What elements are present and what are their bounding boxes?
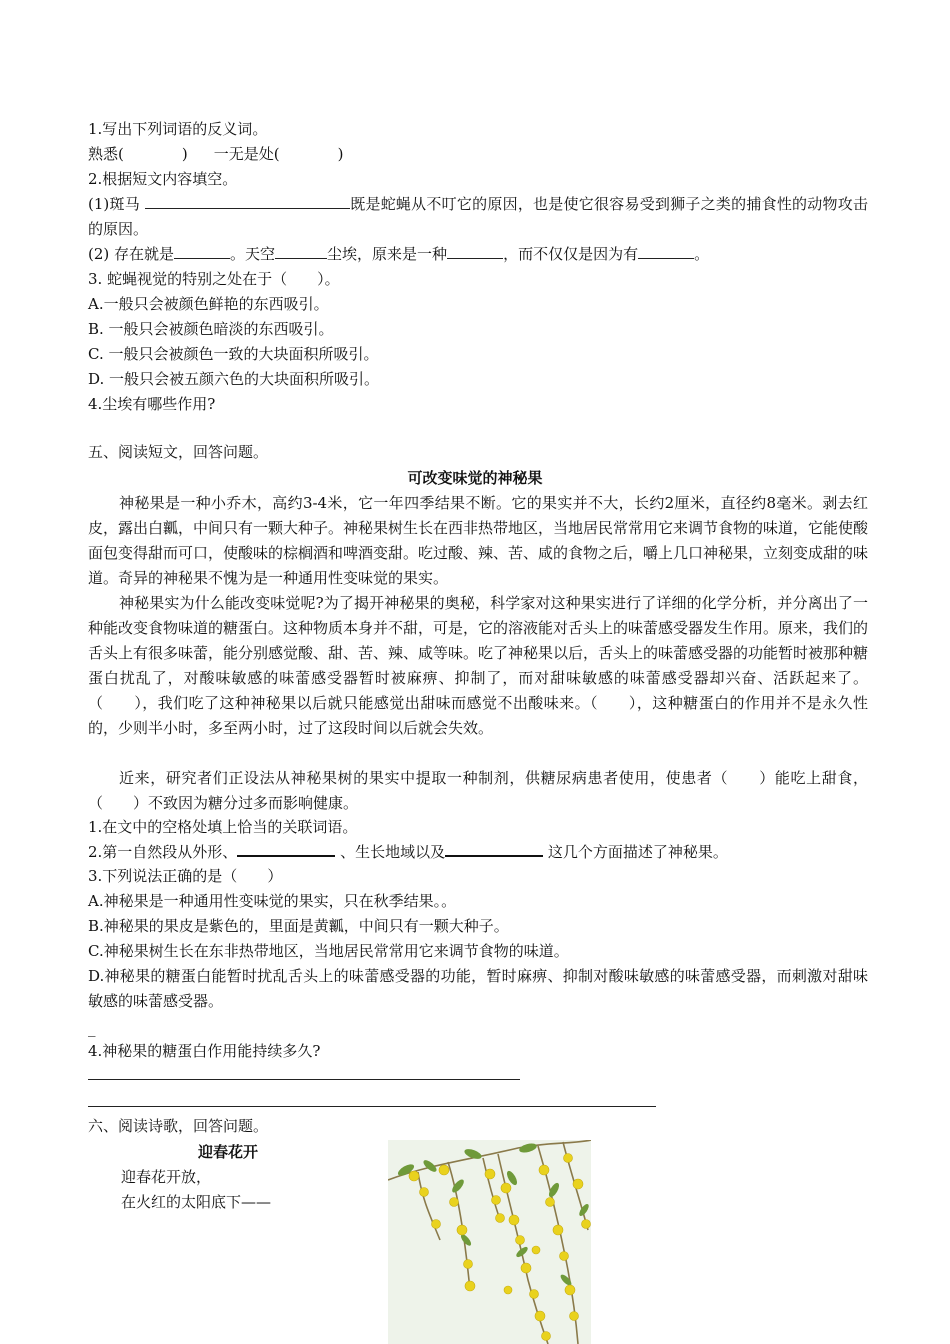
fill-blank[interactable]	[447, 243, 503, 259]
fill-blank[interactable]	[237, 840, 335, 857]
fill-blank[interactable]	[145, 193, 350, 209]
q4-1-prompt: 1.写出下列词语的反义词。	[88, 120, 268, 138]
stray-mark: _	[88, 1019, 96, 1037]
fill-blank[interactable]	[174, 243, 230, 259]
q5-3-prompt: 3.下列说法正确的是（ ）	[88, 867, 283, 885]
answer-line[interactable]	[88, 1079, 520, 1080]
q5-2-prompt: 2.第一自然段从外形、 、生长地域以及 这几个方面描述了神秘果。	[88, 840, 868, 865]
q5-3-option-b[interactable]: B.神秘果的果皮是紫色的，里面是黄瓤，中间只有一颗大种子。	[88, 917, 509, 935]
passage-paragraph-1: 神秘果是一种小乔木，高约3-4米，它一年四季结果不断。它的果实并不大，长约2厘米，直径约8毫米。剥去红皮，露出白瓤，中间只有一颗大种子。神秘果树生长在西非热带地区，当地居民常常用它来调节食物的味道，它能使酸面包变得甜而可口，使酸味的棕榈酒和啤酒变甜。吃过酸、辣、苦、咸的食物之后，嚼上几口神秘果，立刻变成甜的味道。奇异的神秘果不愧为是一种通用性变味觉的果实。	[88, 494, 869, 587]
forsythia-illustration	[388, 1140, 591, 1344]
fill-blank[interactable]	[638, 243, 694, 259]
poem-line-1: 迎春花开放，	[121, 1168, 212, 1186]
antonym-word-2: 一无是处(	[213, 145, 280, 163]
section-6-heading: 六、阅读诗歌，回答问题。	[88, 1117, 269, 1135]
q4-2-prompt: 2.根据短文内容填空。	[88, 170, 238, 188]
section-5-heading: 五、阅读短文，回答问题。	[88, 443, 269, 461]
fill-blank[interactable]	[445, 840, 543, 857]
answer-line[interactable]	[88, 1106, 656, 1107]
poem-title: 迎春花开	[198, 1143, 259, 1161]
fill-blank[interactable]	[275, 243, 327, 259]
passage-paragraph-3: 近来，研究者们正设法从神秘果树的果实中提取一种制剂，供糖尿病患者使用，使患者（ ）能吃上甜食，（ ）不致因为糖分过多而影响健康。	[88, 769, 868, 812]
q4-3-option-a[interactable]: A.一般只会被颜色鲜艳的东西吸引。	[88, 295, 329, 313]
poem-line-2: 在火红的太阳底下——	[121, 1193, 272, 1211]
passage-paragraph-2: 神秘果实为什么能改变味觉呢?为了揭开神秘果的奥秘，科学家对这种果实进行了详细的化学分析，并分离出了一种能改变食物味道的糖蛋白。这种物质本身并不甜，可是，它的溶液能对舌头上的味蕾感受器发生作用。原来，我们的舌头上有很多味蕾，能分别感觉酸、甜、苦、辣、咸等味。吃了神秘果以后，舌头上的味蕾感受器的功能暂时被那种糖蛋白扰乱了，对酸味敏感的味蕾感受器暂时被麻痹、抑制了，而对甜味敏感的味蕾感受器却兴奋、活跃起来了。（ ），我们吃了这种神秘果以后就只能感觉出甜味而感觉不出酸味来。（ ），这种糖蛋白的作用并不是永久性的，少则半小时，多至两小时，过了这段时间以后就会失效。	[88, 594, 869, 737]
q4-3-option-b[interactable]: B. 一般只会被颜色暗淡的东西吸引。	[88, 320, 334, 338]
q5-4-prompt: 4.神秘果的糖蛋白作用能持续多久?	[88, 1042, 321, 1060]
q4-2-1: (1)斑马 既是蛇蝇从不叮它的原因，也是使它很容易受到狮子之类的捕食性的动物攻击的原因。	[88, 195, 868, 238]
q4-1-antonyms: 熟悉( ) 一无是处( )	[88, 145, 344, 163]
q4-3-prompt: 3. 蛇蝇视觉的特别之处在于（ ）。	[88, 270, 340, 288]
passage-title: 可改变味觉的神秘果	[407, 469, 543, 487]
antonym-word-1: 熟悉(	[88, 145, 124, 163]
q4-3-option-d[interactable]: D. 一般只会被五颜六色的大块面积所吸引。	[88, 370, 380, 388]
q5-3-option-c[interactable]: C.神秘果树生长在东非热带地区，当地居民常常用它来调节食物的味道。	[88, 942, 569, 960]
q5-3-option-d[interactable]: D.神秘果的糖蛋白能暂时扰乱舌头上的味蕾感受器的功能，暂时麻痹、抑制对酸味敏感的味蕾感受器，而刺激对甜味敏感的味蕾感受器。	[88, 967, 868, 1010]
q5-3-option-a[interactable]: A.神秘果是一种通用性变味觉的果实，只在秋季结果。。	[88, 892, 457, 910]
q4-3-option-c[interactable]: C. 一般只会被颜色一致的大块面积所吸引。	[88, 345, 379, 363]
q5-1-prompt: 1.在文中的空格处填上恰当的关联词语。	[88, 818, 358, 836]
q4-2-2: (2) 存在就是 。天空 尘埃，原来是一种 ，而不仅仅是因为有 。	[88, 245, 710, 263]
q4-4-prompt: 4.尘埃有哪些作用?	[88, 395, 216, 413]
